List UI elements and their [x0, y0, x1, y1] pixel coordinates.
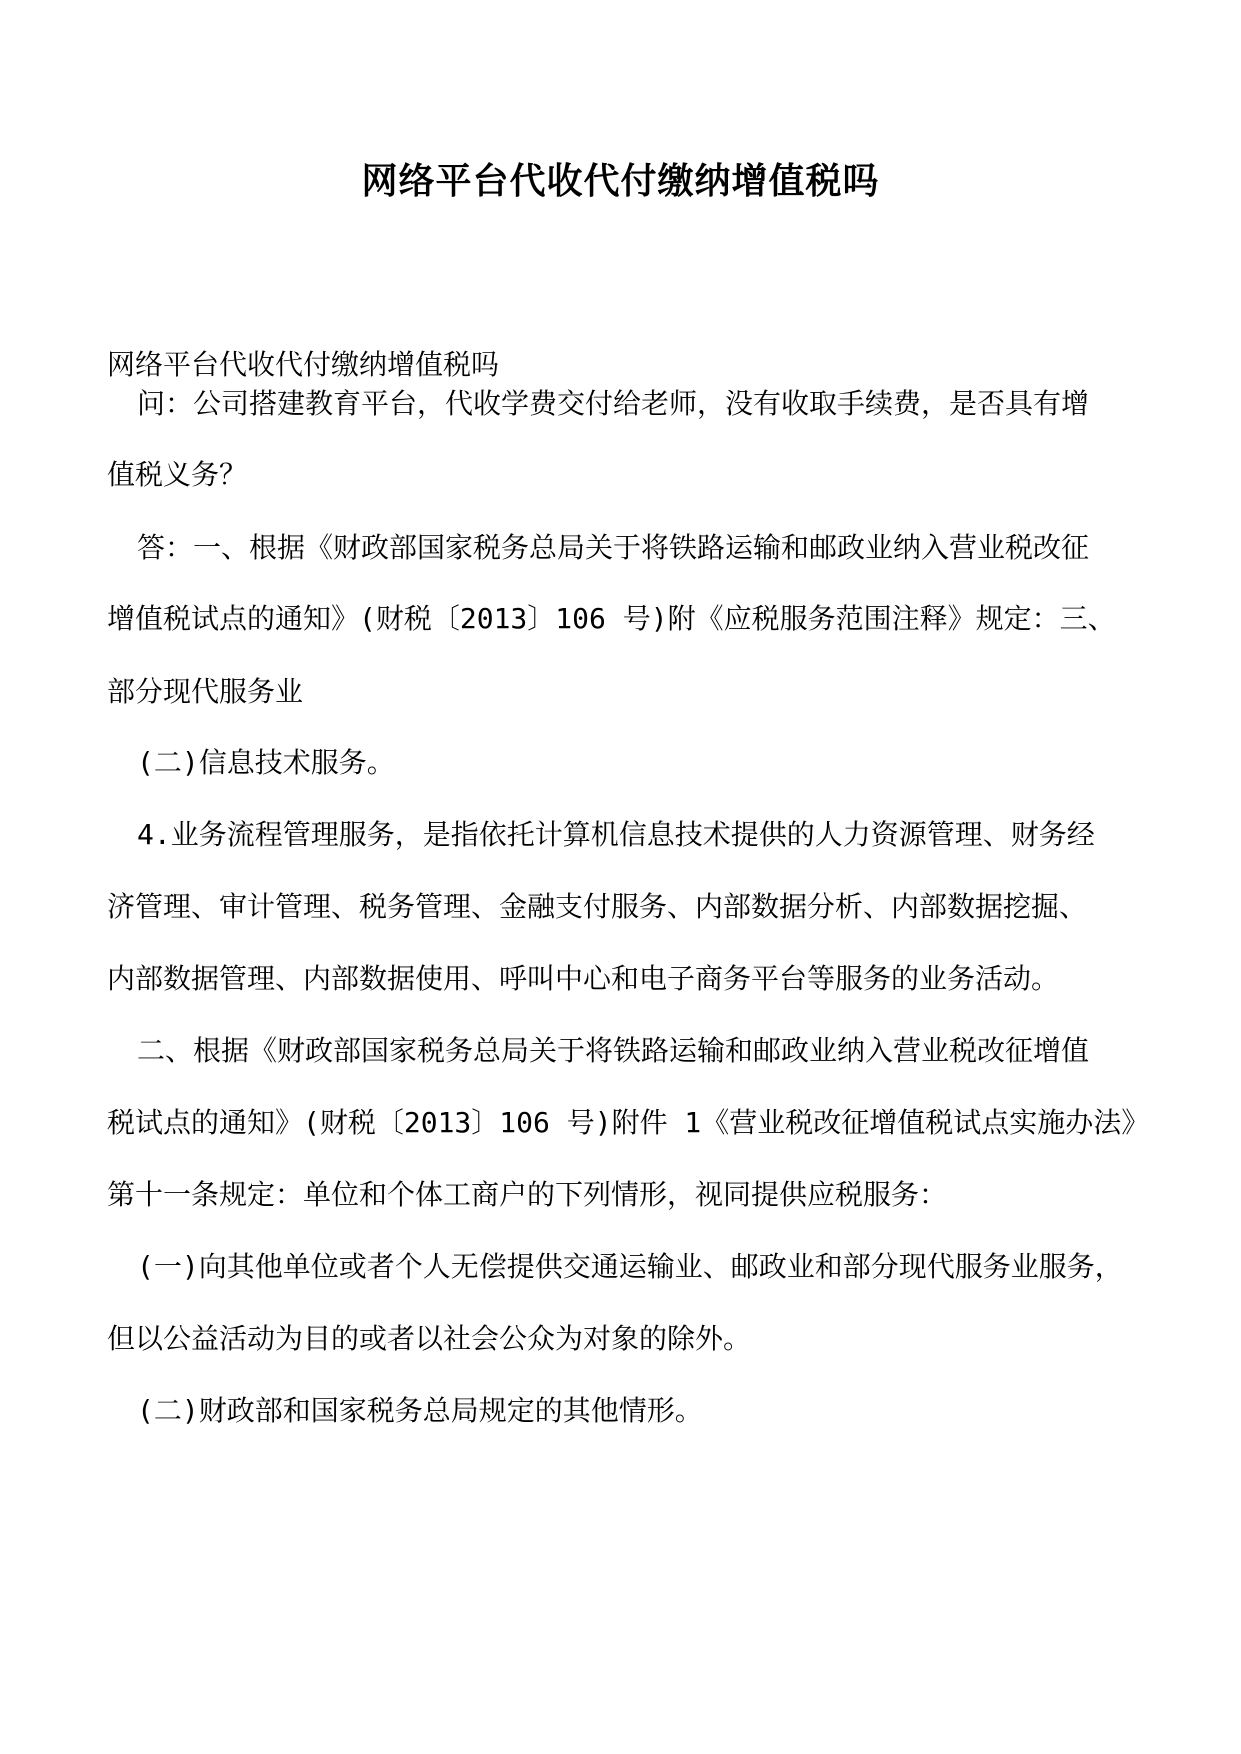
info-tech-heading: (二)信息技术服务。 — [137, 746, 395, 779]
answer-line-3: 部分现代服务业 — [107, 675, 304, 708]
clause-one-line-1: (一)向其他单位或者个人无偿提供交通运输业、邮政业和部分现代服务业服务， — [137, 1250, 1123, 1283]
second-rule-line-2: 税试点的通知》(财税〔2013〕106 号)附件 1《营业税改征增值税试点实施办法》 — [107, 1106, 1150, 1139]
answer-line-1: 答：一、根据《财政部国家税务总局关于将铁路运输和邮政业纳入营业税改征 — [137, 531, 1090, 564]
second-rule-line-1: 二、根据《财政部国家税务总局关于将铁路运输和邮政业纳入营业税改征增值 — [137, 1034, 1090, 1067]
answer-line-2: 增值税试点的通知》(财税〔2013〕106 号)附《应税服务范围注释》规定：三、 — [107, 602, 1116, 635]
business-process-line-1: 4.业务流程管理服务，是指依托计算机信息技术提供的人力资源管理、财务经 — [137, 818, 1095, 851]
question-line-1: 问：公司搭建教育平台，代收学费交付给老师，没有收取手续费，是否具有增 — [137, 387, 1090, 420]
clause-two-line: (二)财政部和国家税务总局规定的其他情形。 — [137, 1394, 703, 1427]
business-process-line-2: 济管理、审计管理、税务管理、金融支付服务、内部数据分析、内部数据挖掘、 — [107, 890, 1088, 923]
clause-one-line-2: 但以公益活动为目的或者以社会公众为对象的除外。 — [107, 1322, 752, 1355]
business-process-line-3: 内部数据管理、内部数据使用、呼叫中心和电子商务平台等服务的业务活动。 — [107, 962, 1060, 995]
document-title: 网络平台代收代付缴纳增值税吗 — [361, 161, 880, 202]
paragraph-heading: 网络平台代收代付缴纳增值税吗 — [107, 348, 500, 381]
second-rule-line-3: 第十一条规定：单位和个体工商户的下列情形，视同提供应税服务： — [107, 1178, 948, 1211]
question-line-2: 值税义务？ — [107, 458, 248, 491]
